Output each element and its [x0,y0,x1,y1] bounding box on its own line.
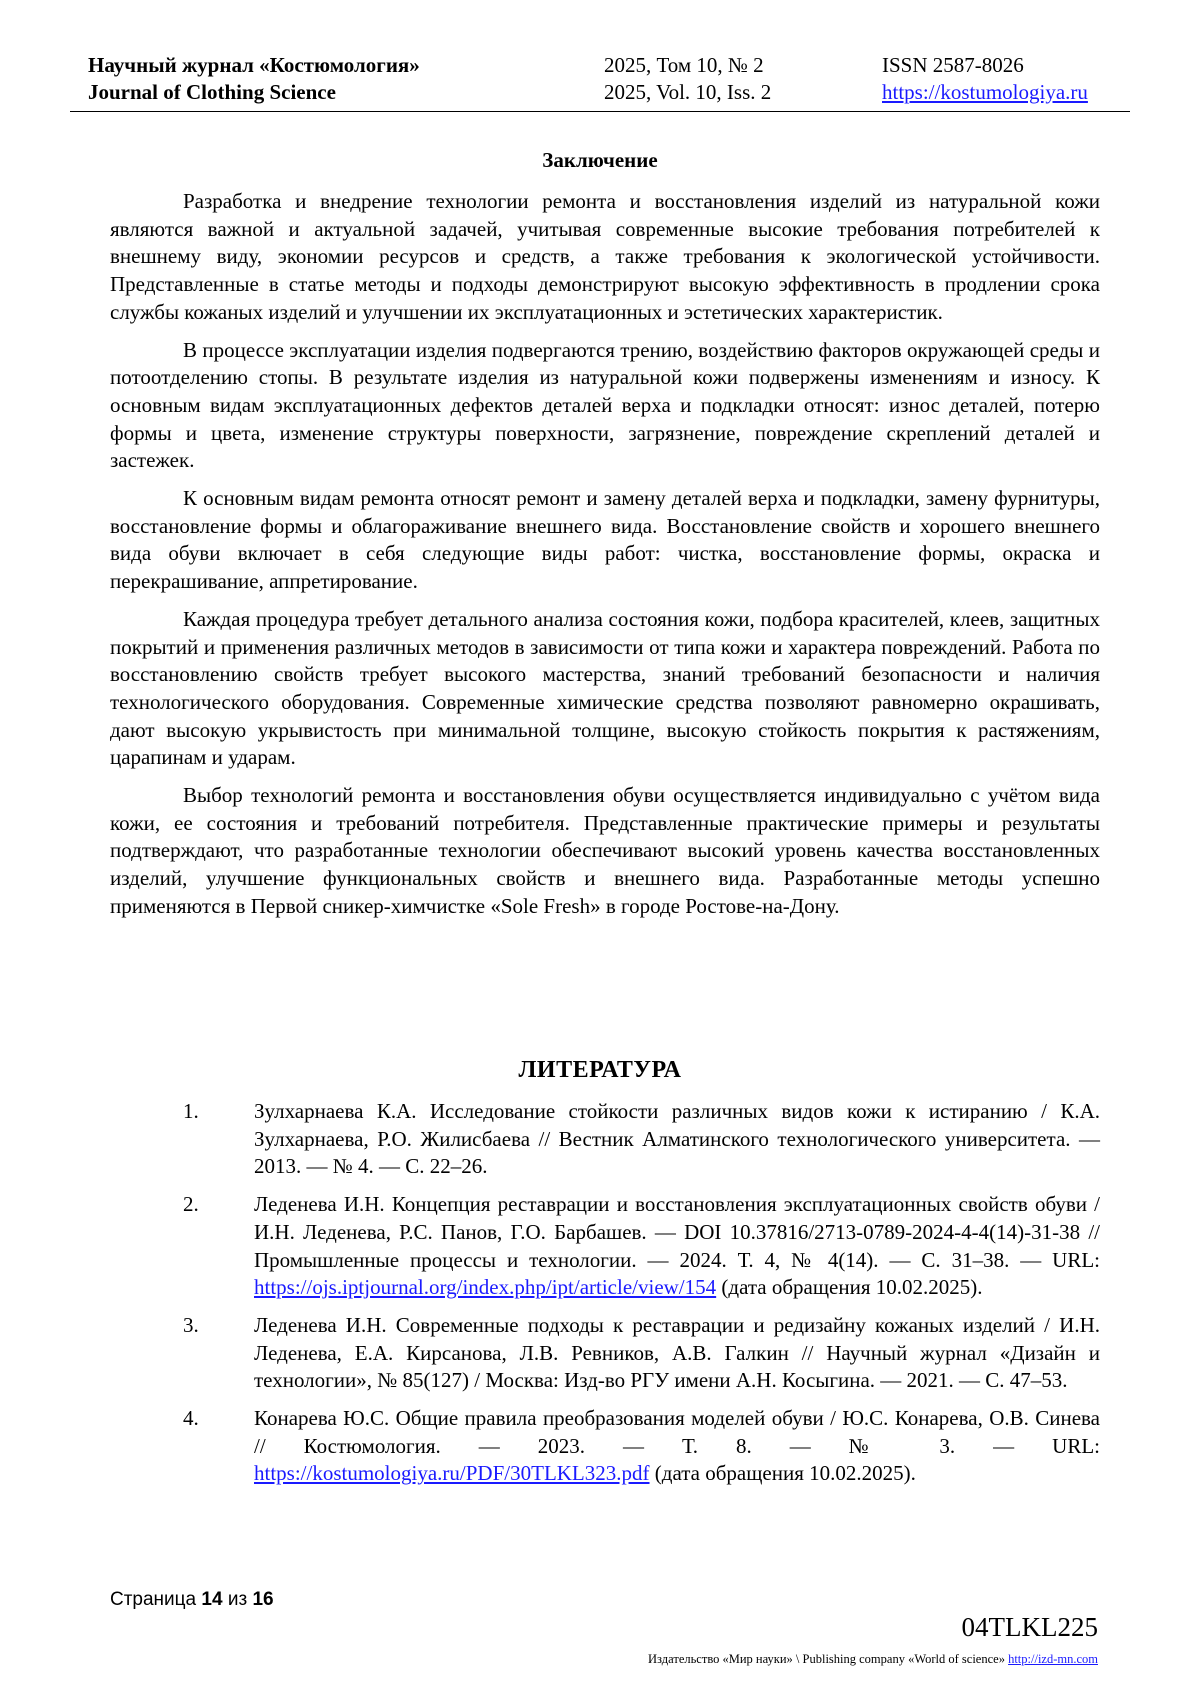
reference-text: Леденева И.Н. Современные подходы к реставрации и редизайну кожаных изделий / И.Н. Леденева, Е.А. Кирсанова, Л.В. Ревников, А.В. Галкин // Научный журнал «Дизайн и технологии», № 85(127) / Москва: Изд-во РГУ имени А.Н. Косыгина. — 2021. — С. 47–53. [254,1312,1100,1393]
page-label: Страница [110,1589,197,1610]
issn: ISSN 2587-8026 [882,53,1024,77]
conclusion-title: Заключение [542,148,658,172]
conclusion-paragraph: Разработка и внедрение технологии ремонта и восстановления изделий из натуральной кожи являются важной и актуальной задачей, учитывая современные высокие требования потребителей к внешнему виду, экономии ресурсов и средств, а также требования к экологической устойчивости. Представленные в статье методы и подходы демонстрируют высокую эффективность в продлении срока службы кожаных изделий и улучшении их эксплуатационных и эстетических характеристик. [110,189,1100,324]
reference-text: Конарева Ю.С. Общие правила преобразования моделей обуви / Ю.С. Конарева, О.В. Синева // Костюмология. — 2023. — Т. 8. — № 3. — URL: [254,1406,1100,1458]
journal-header [88,52,1120,112]
article-code: 04TLKL225 [961,1612,1098,1642]
page-of: из [227,1589,248,1610]
publisher-line [648,1652,1098,1667]
issn-block [882,52,1088,106]
journal-name-block [88,52,420,106]
journal-name-en: Journal of Clothing Science [88,80,336,104]
page-number [110,1589,274,1611]
issue-en: 2025, Vol. 10, Iss. 2 [604,80,772,104]
reference-url-link[interactable]: https://kostumologiya.ru/PDF/30TLKL323.pdf [254,1461,650,1486]
publisher-text: Издательство «Мир науки» \ Publishing company «World of science» [648,1652,1009,1666]
conclusion-paragraph: В процессе эксплуатации изделия подвергаются трению, воздействию факторов окружающей среды и потоотделению стопы. В результате изделия из натуральной кожи подвержены изменениям и износу. К основным видам эксплуатационных дефектов деталей верха и подкладки относят: износ деталей, потерю формы и цвета, изменение структуры поверхности, загрязнение, повреждение скреплений деталей и застежек. [110,337,1100,473]
reference-text: Леденева И.Н. Концепция реставрации и восстановления эксплуатационных свойств обуви / И.Н. Леденева, Р.С. Панов, Г.О. Барбашев. — DOI 10.37816/2713-0789-2024-4-4(14)-31-38 // Промышленные процессы и технологии. — 2024. Т. 4, № 4(14). — С. 31–38. — URL: [254,1192,1100,1272]
header-divider [70,111,1130,112]
issue-ru: 2025, Том 10, № 2 [604,53,764,77]
conclusion-paragraph: К основным видам ремонта относят ремонт и замену деталей верха и подкладки, замену фурнитуры, восстановление формы и облагораживание внешнего вида. Восстановление свойств и хорошего внешнего вида обуви включает в себя следующие виды работ: чистка, восстановление формы, окраска и перекрашивание, аппретирование. [110,486,1100,594]
reference-item [110,1405,1100,1488]
reference-number: 1. [183,1099,199,1123]
reference-item [110,1098,1100,1181]
reference-item [110,1312,1100,1395]
references-title: ЛИТЕРАТУРА [518,1057,682,1083]
reference-number: 2. [183,1192,199,1217]
reference-tail: (дата обращения 10.02.2025). [649,1461,916,1486]
page-total: 16 [252,1589,274,1610]
reference-number: 4. [183,1406,199,1431]
reference-number: 3. [183,1312,199,1337]
conclusion-paragraph: Каждая процедура требует детального анализа состояния кожи, подбора красителей, клеев, защитных покрытий и применения различных методов в зависимости от типа кожи и характера повреждений. Работа по восстановлению свойств требует высокого мастерства, знаний требований безопасности и наличия технологического оборудования. Современные химические средства позволяют равномерно окрашивать, дают высокую укрывистость при минимальной толщине, высокую стойкость покрытия к растяжениям, царапинам и ударам. [110,606,1100,770]
publisher-link[interactable]: http://izd-mn.com [1008,1652,1098,1666]
references-list [110,1098,1100,1498]
journal-name-ru: Научный журнал «Костюмология» [88,53,420,77]
conclusion-paragraph: Выбор технологий ремонта и восстановления обуви осуществляется индивидуально с учётом вида кожи, ее состояния и требований потребителя. Представленные практические примеры и результаты подтверждают, что разработанные технологии обеспечивают высокий уровень качества восстановленных изделий, улучшение функциональных свойств и внешнего вида. Разработанные методы успешно применяются в Первой сникер-химчистке «Sole Fresh» в городе Ростове-на-Дону. [110,783,1100,918]
reference-url-link[interactable]: https://ojs.iptjournal.org/index.php/ipt/article/view/154 [254,1275,717,1300]
page-current: 14 [201,1589,223,1610]
journal-site-link[interactable]: https://kostumologiya.ru [882,80,1088,104]
conclusion-body [110,188,1100,931]
reference-tail: (дата обращения 10.02.2025). [716,1275,983,1300]
reference-item [110,1191,1100,1302]
reference-text: Зулхарнаева К.А. Исследование стойкости различных видов кожи к истиранию / К.А. Зулхарнаева, Р.О. Жилисбаева // Вестник Алматинского технологического университета. — 2013. — № 4. — С. 22–26. [254,1099,1100,1179]
issue-block [604,52,771,106]
